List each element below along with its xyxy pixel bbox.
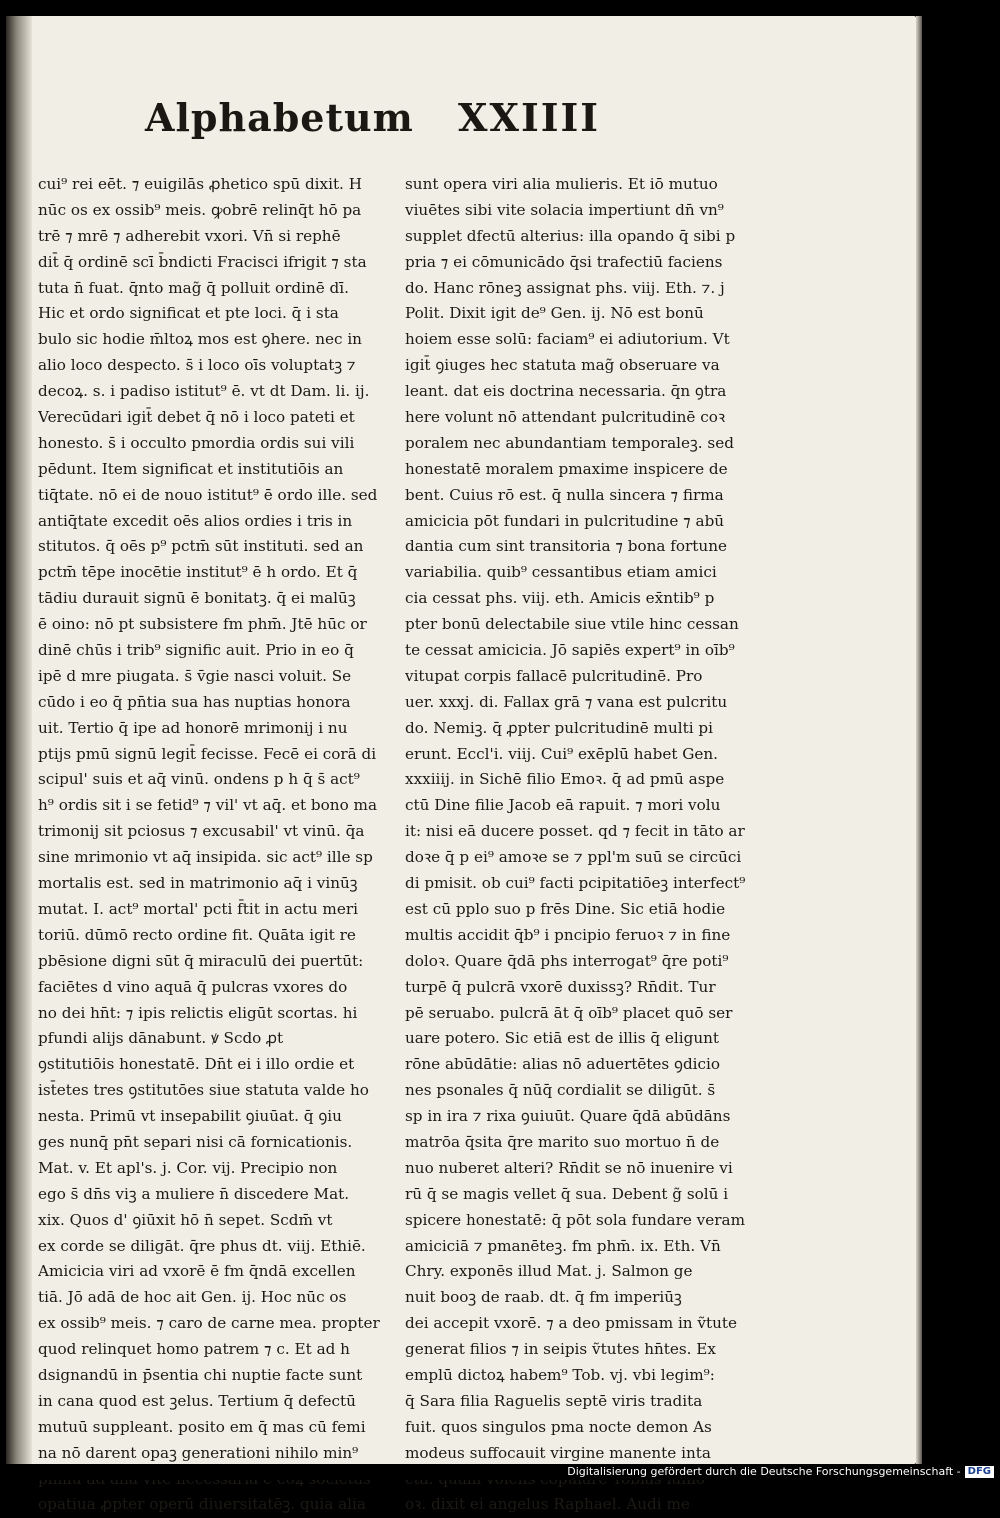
text-line: no dei hn̄t: ⁊ ipis relictis eligūt scortas. hi — [38, 1003, 358, 1022]
text-line: di pmisit. ob cui⁹ facti pcipitatiōeꝫ interfect⁹ — [405, 874, 746, 893]
text-line: modeus suffocauit virgine manente inta — [405, 1443, 711, 1462]
text-line: na nō darent opaꝫ generationi nihilo min⁹ — [38, 1443, 359, 1462]
text-line: bulo sic hodie m̄ltoꝝ mos est ꝯhere. nec in — [38, 330, 362, 349]
text-line: antiq̄tate excedit oēs alios ordies i tris in — [38, 511, 353, 530]
text-line: nuo nuberet alteri? Rn̄dit se nō inuenire vi — [405, 1158, 733, 1177]
text-line: pfundi alijs dānabunt. ꝟ Scdo ꝓt — [38, 1029, 284, 1048]
text-line: in cana quod est ꝫelus. Tertium q̄ defectū — [38, 1391, 356, 1410]
text-line: do. Nemiꝫ. q̄ ꝓpter pulcritudinē multi pi — [405, 718, 713, 737]
text-line: Hic et ordo significat et pte loci. q̄ i sta — [38, 304, 339, 323]
text-line: honestatē moralem pmaxime inspicere de — [405, 459, 728, 478]
text-line: poralem nec abundantiam temporaleꝫ. sed — [405, 433, 734, 452]
text-line: multis accidit q̄b⁹ i pncipio feruoꝛ ⁊ in fine — [405, 925, 731, 944]
text-line: ꝯstitutiōis honestatē. Dn̄t ei i illo ordie et — [38, 1055, 355, 1074]
text-line: mutat. I. act⁹ mortal' pcti f̄tit in actu meri — [38, 899, 358, 918]
text-line: pter bonū delectabile siue vtile hinc cessan — [405, 615, 739, 634]
text-line: ē oino: nō pt subsistere fm phm̄. Jtē hūc or — [38, 615, 367, 634]
text-line: vitupat corpis fallacē pulcritudinē. Pro — [405, 666, 703, 685]
running-title: Alphabetum — [145, 95, 414, 140]
text-line: q̄ Sara filia Raguelis septē viris tradita — [405, 1391, 703, 1410]
text-line: pbēsione digni sūt q̄ miraculū dei puertūt: — [38, 951, 364, 970]
text-line: cui⁹ rei eēt. ⁊ euigilās ꝓhetico spū dixit. H — [38, 175, 362, 193]
text-line: sine mrimonio vt aq̄ insipida. sic act⁹ ille sp — [38, 848, 373, 867]
text-line: pē seruabo. pulcrā āt q̄ oīb⁹ placet quō ser — [405, 1003, 733, 1022]
text-line: leant. dat eis doctrina necessaria. q̄n ꝯtra — [405, 382, 727, 401]
text-line: dsignandū in p̄sentia chi nuptie facte sunt — [38, 1365, 363, 1384]
text-line: tādiu durauit signū ē bonitatꝫ. q̄ ei malūꝫ — [38, 589, 356, 608]
text-line: sunt opera viri alia mulieris. Et iō mutuo — [405, 175, 718, 193]
text-line: ptijs pmū signū legit̄ fecisse. Fecē ei corā di — [38, 744, 377, 763]
text-line: ex ossib⁹ meis. ⁊ caro de carne mea. propter — [38, 1314, 380, 1333]
text-line: Verecūdari igit̄ debet q̄ nō i loco pateti et — [38, 408, 355, 427]
text-line: sp in ira ⁊ rixa ꝯuiuūt. Quare q̄dā abūdāns — [405, 1107, 731, 1126]
text-line: opatiua ꝓpter operū diuersitatēꝫ. quia alia — [38, 1495, 366, 1514]
text-line: variabilia. quib⁹ cessantibus etiam amici — [405, 563, 717, 582]
text-line: stitutos. q̄ oēs p⁹ pctm̄ sūt instituti. sed an — [38, 537, 364, 556]
text-line: igit̄ ꝯiuges hec statuta mag̃ obseruare va — [405, 356, 720, 375]
text-line: ctū Dine filie Jacob eā rapuit. ⁊ mori volu — [405, 796, 721, 815]
folio-number: XXIIII — [458, 95, 601, 140]
text-line: turpē q̄ pulcrā vxorē duxissꝫ? Rn̄dit. Tur — [405, 977, 716, 996]
text-line: trimonij sit pciosus ⁊ excusabil' vt vinū. q̄a — [38, 822, 365, 841]
text-line: toriū. dūmō recto ordine fit. Quāta igit re — [38, 925, 356, 944]
text-line: rōne abūdātie: alias nō aduertētes ꝯdicio — [405, 1055, 721, 1074]
text-line: emplū dictoꝝ habem⁹ Tob. vj. vbi legim⁹: — [405, 1365, 715, 1384]
text-line: dinē chūs i trib⁹ signific auit. Prio in eo q̄ — [38, 641, 354, 660]
text-line: quod relinquet homo patrem ⁊ c. Et ad h — [38, 1340, 350, 1359]
text-line: Chry. exponēs illud Mat. j. Salmon ge — [405, 1262, 693, 1281]
text-line: fuit. quos singulos pma nocte demon As — [405, 1417, 712, 1436]
text-line: spicere honestatē: q̄ pōt sola fundare veram — [405, 1210, 745, 1229]
page-edge — [916, 16, 922, 1464]
text-line: erunt. Eccl'i. viij. Cui⁹ exēplū habet Gen. — [405, 744, 718, 763]
text-line: ges nunq̄ pn̄t separi nisi cā fornicationis. — [38, 1132, 353, 1151]
funding-credit — [567, 1465, 994, 1478]
text-line: faciētes d vino aquā q̄ pulcras vxores do — [38, 977, 348, 996]
text-line: pria ⁊ ei cōmunicādo q̄si trafectiū faciens — [405, 252, 723, 271]
text-line: tiā. Jō adā de hoc ait Gen. ij. Hoc nūc os — [38, 1288, 347, 1307]
text-line: tuta n̄ fuat. q̄nto mag̃ q̄ polluit ordinē dī. — [38, 278, 349, 297]
text-line: Mat. v. Et apl's. j. Cor. vij. Precipio non — [38, 1158, 338, 1177]
text-line: xix. Quos d' ꝯiūxit hō n̄ sepet. Scdm̄ vt — [38, 1210, 333, 1229]
text-line: Polit. Dixit igit de⁹ Gen. ij. Nō est bonū — [405, 304, 704, 323]
page-gutter-shadow — [6, 16, 32, 1464]
text-line: supplet dfectū alterius: illa opando q̄ sibi p — [405, 226, 736, 245]
text-line: dantia cum sint transitoria ⁊ bona fortune — [405, 537, 727, 556]
text-line: h⁹ ordis sit i se fetid⁹ ⁊ vil' vt aq̄. et bono ma — [38, 796, 377, 815]
text-line: nes psonales q̄ nūq̄ cordialit se diligūt. s̄ — [405, 1081, 716, 1100]
text-line: mortalis est. sed in matrimonio aq̄ i vinūꝫ — [38, 874, 358, 893]
text-line: honesto. s̄ i occulto pmordia ordis sui vili — [38, 433, 355, 452]
funding-credit-text: Digitalisierung gefördert durch die Deutsche Forschungsgemeinschaft - — [567, 1465, 961, 1478]
text-line: ist̄etes tres ꝯstitutōes siue statuta valde ho — [38, 1081, 369, 1100]
text-line: doloꝛ. Quare q̄dā phs interrogat⁹ q̄re poti⁹ — [405, 951, 729, 970]
text-line: hoiem esse solū: faciam⁹ ei adiutorium. Vt — [405, 330, 730, 349]
text-line: amiciciā ⁊ pmanēteꝫ. fm phm̄. ix. Eth. Vn̄ — [405, 1236, 721, 1255]
text-line: est cū pplo suo p frēs Dine. Sic etiā hodie — [405, 899, 726, 918]
text-line: uare potero. Sic etiā est de illis q̄ eligunt — [405, 1029, 720, 1048]
left-text-column — [38, 172, 393, 1518]
right-text-column — [405, 172, 775, 1518]
text-line: ipē d mre piugata. s̄ v̄gie nasci voluit. Se — [38, 666, 352, 685]
text-line: pēdunt. Item significat et institutiōis an — [38, 459, 344, 478]
text-line: decoꝝ. s. i padiso istitut⁹ ē. vt dt Dam. li. ij. — [38, 382, 370, 401]
text-line: viuētes sibi vite solacia impertiunt dn̄ vn⁹ — [405, 200, 724, 219]
text-line: amicicia pōt fundari in pulcritudine ⁊ abū — [405, 511, 725, 530]
text-line: dit̄ q̄ ordinē scī b̄ndicti Fracisci ifrigit ⁊ sta — [38, 252, 367, 271]
text-line: cia cessat phs. viij. eth. Amicis ex̄ntib⁹ p — [405, 589, 715, 608]
dfg-logo: DFG — [965, 1466, 994, 1478]
text-line: scipul' suis et aq̄ vinū. ondens p h q̄ s̄ act⁹ — [38, 770, 360, 789]
text-line: rū q̄ se magis vellet q̄ sua. Debent g̃ solū i — [405, 1184, 729, 1203]
text-line: oꝛ. dixit ei angelus Raphael. Audi me — [405, 1495, 690, 1514]
text-line: alio loco despecto. s̄ i loco oīs voluptatꝫ ⁊ — [38, 356, 356, 375]
text-line: Amicicia viri ad vxorē ē fm q̄ndā excellen — [38, 1262, 356, 1281]
text-line: nesta. Primū vt insepabilit ꝯiuūat. q̄ ꝯiu — [38, 1107, 342, 1126]
text-line: uer. xxxj. di. Fallax grā ⁊ vana est pulcritu — [405, 692, 728, 711]
text-line: mutuū suppleant. posito em q̄ mas cū femi — [38, 1417, 366, 1436]
text-line: tiq̄tate. nō ei de nouo istitut⁹ ē ordo ille. sed — [38, 485, 378, 504]
text-line: doꝛe q̄ p ei⁹ amoꝛe se ⁊ ppl'm suū se circūci — [405, 848, 742, 867]
text-line: te cessat amicicia. Jō sapiēs expert⁹ in oīb⁹ — [405, 641, 735, 660]
text-line: matrōa q̄sita q̄re marito suo mortuo n̄ de — [405, 1132, 720, 1151]
text-line: do. Hanc rōneꝫ assignat phs. viij. Eth. ⁊. j — [405, 278, 725, 297]
text-line: here volunt nō attendant pulcritudinē coꝛ — [405, 408, 726, 427]
text-line: bent. Cuius rō est. q̄ nulla sincera ⁊ firma — [405, 485, 724, 504]
text-line: generat filios ⁊ in seipis ṽtutes hn̄tes. Ex — [405, 1340, 716, 1359]
text-line: it: nisi eā ducere posset. qd ⁊ fecit in tāto ar — [405, 822, 745, 841]
text-line: pctm̄ tēpe inocētie institut⁹ ē h ordo. Et q̄ — [38, 563, 358, 582]
text-line: trē ⁊ mrē ⁊ adherebit vxori. Vn̄ si rephē — [38, 226, 341, 245]
text-line: ego s̄ dn̄s viꝫ a muliere n̄ discedere Mat. — [38, 1184, 350, 1203]
text-line: cūdo i eo q̄ pn̄tia sua has nuptias honora — [38, 692, 351, 711]
text-line: xxxiiij. in Sichē filio Emoꝛ. q̄ ad pmū aspe — [405, 770, 725, 789]
text-line: ex corde se diligāt. q̄re phus dt. viij. Ethiē. — [38, 1236, 366, 1255]
text-line: nūc os ex ossib⁹ meis. ꝙobrē relinq̄t hō pa — [38, 200, 362, 219]
text-line: dei accepit vxorē. ⁊ a deo pmissam in ṽtute — [405, 1314, 737, 1333]
text-line: nuit booꝫ de raab. dt. q̄ fm imperiūꝫ — [405, 1288, 682, 1307]
text-line: uit. Tertio q̄ ipe ad honorē mrimonij i nu — [38, 718, 348, 737]
